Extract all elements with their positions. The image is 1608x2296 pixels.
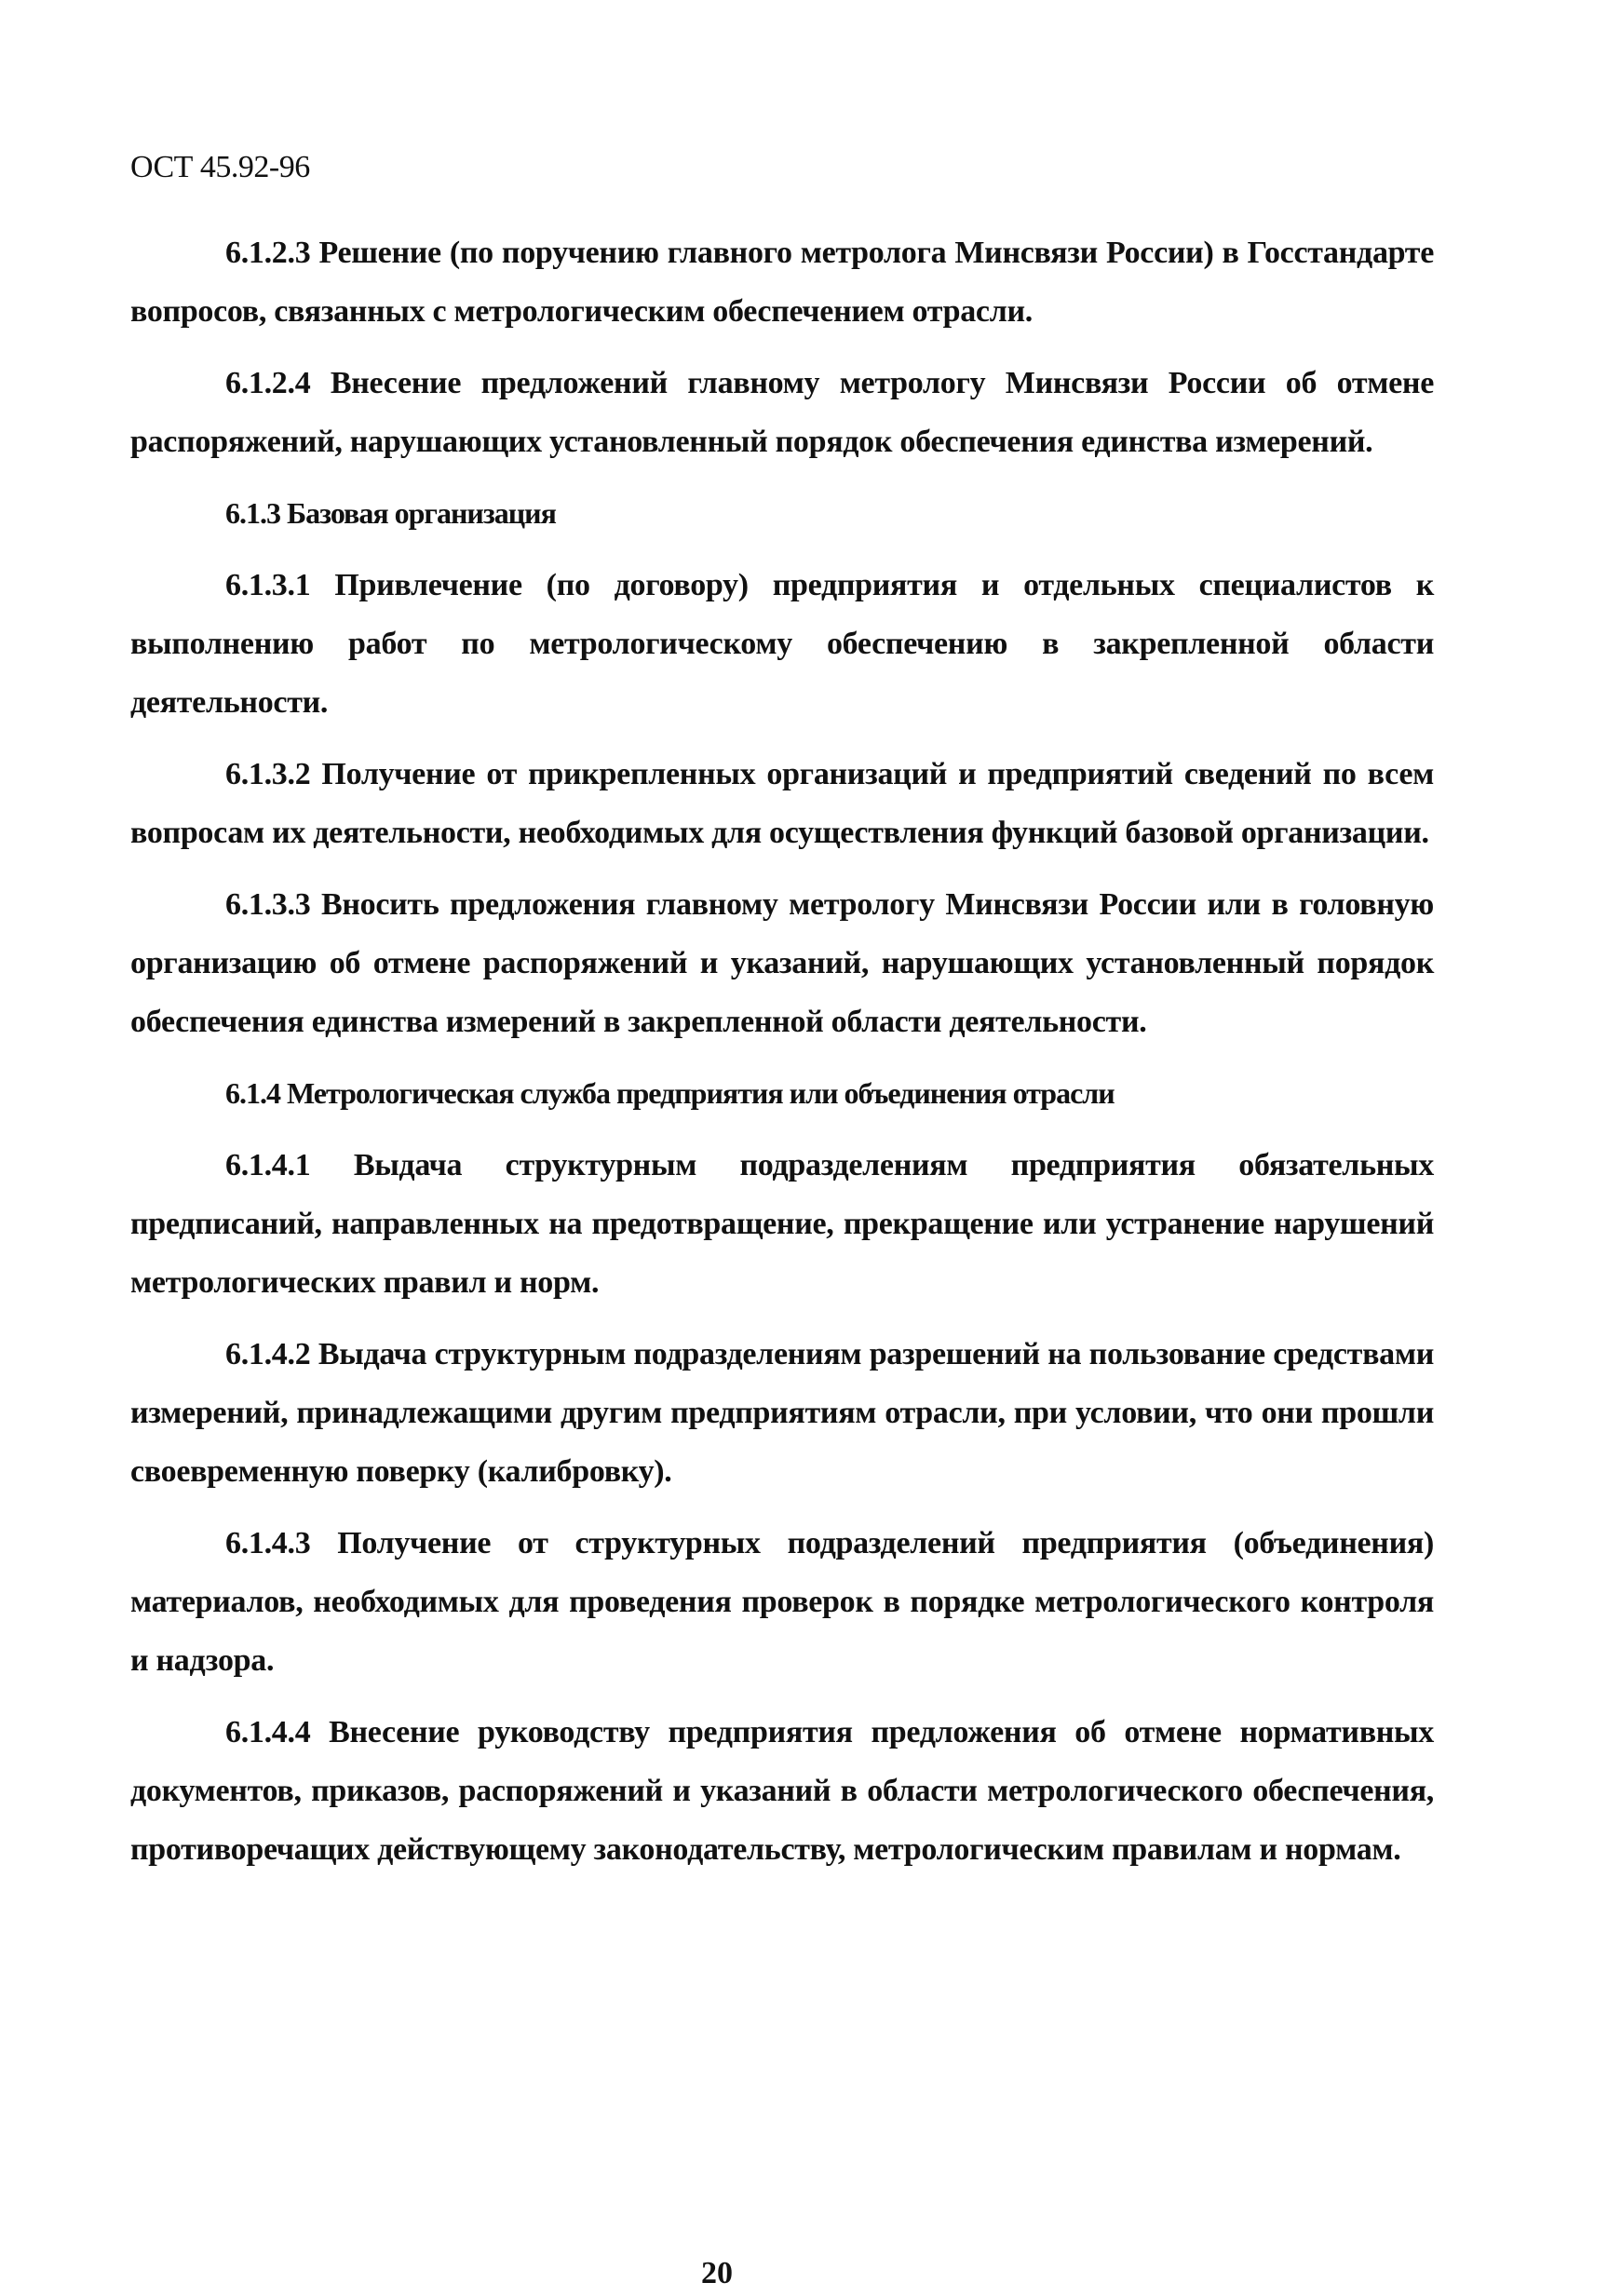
document-code: ОСТ 45.92-96 [130,150,310,184]
page-number: 20 [701,2256,733,2290]
clause-6-1-2-3: 6.1.2.3 Решение (по поручению главного метролога Минсвязи России) в Госстандарте вопросов, связанных с метрологическим обеспечением отрасли. [130,236,1434,329]
clause-6-1-4-4: 6.1.4.4 Внесение руководству предприятия предложения об отмене нормативных документов, приказов, распоряжений и указаний в области метрологического обеспечения, противоречащих действующему законодательству, метрологическим правилам и нормам. [130,1715,1434,1867]
clause-6-1-2-4: 6.1.2.4 Внесение предложений главному метрологу Минсвязи России об отмене распоряжений, нарушающих установленный порядок обеспечения единства измерений. [130,366,1434,459]
document-body [130,223,1434,1879]
clause-6-1-3-3: 6.1.3.3 Вносить предложения главному метрологу Минсвязи России или в головную организацию об отмене распоряжений и указаний, нарушающих установленный порядок обеспечения единства измерений в закрепленной области деятельности. [130,887,1434,1039]
section-heading-6-1-4: 6.1.4 Метрологическая служба предприятия или объединения отрасли [225,1076,1115,1110]
clause-6-1-3-2: 6.1.3.2 Получение от прикрепленных организаций и предприятий сведений по всем вопросам их деятельности, необходимых для осуществления функций базовой организации. [130,757,1434,850]
clause-6-1-3-1: 6.1.3.1 Привлечение (по договору) предприятия и отдельных специалистов к выполнению работ по метрологическому обеспечению в закрепленной области деятельности. [130,568,1434,720]
clause-6-1-4-3: 6.1.4.3 Получение от структурных подразделений предприятия (объединения) материалов, необходимых для проведения проверок в порядке метрологического контроля и надзора. [130,1526,1434,1678]
clause-6-1-4-2: 6.1.4.2 Выдача структурным подразделениям разрешений на пользование средствами измерений, принадлежащими другим предприятиям отрасли, при условии, что они прошли своевременную поверку (калибровку). [130,1337,1434,1489]
clause-6-1-4-1: 6.1.4.1 Выдача структурным подразделениям предприятия обязательных предписаний, направленных на предотвращение, прекращение или устранение нарушений метрологических правил и норм. [130,1148,1434,1300]
section-heading-6-1-3: 6.1.3 Базовая организация [225,496,556,530]
